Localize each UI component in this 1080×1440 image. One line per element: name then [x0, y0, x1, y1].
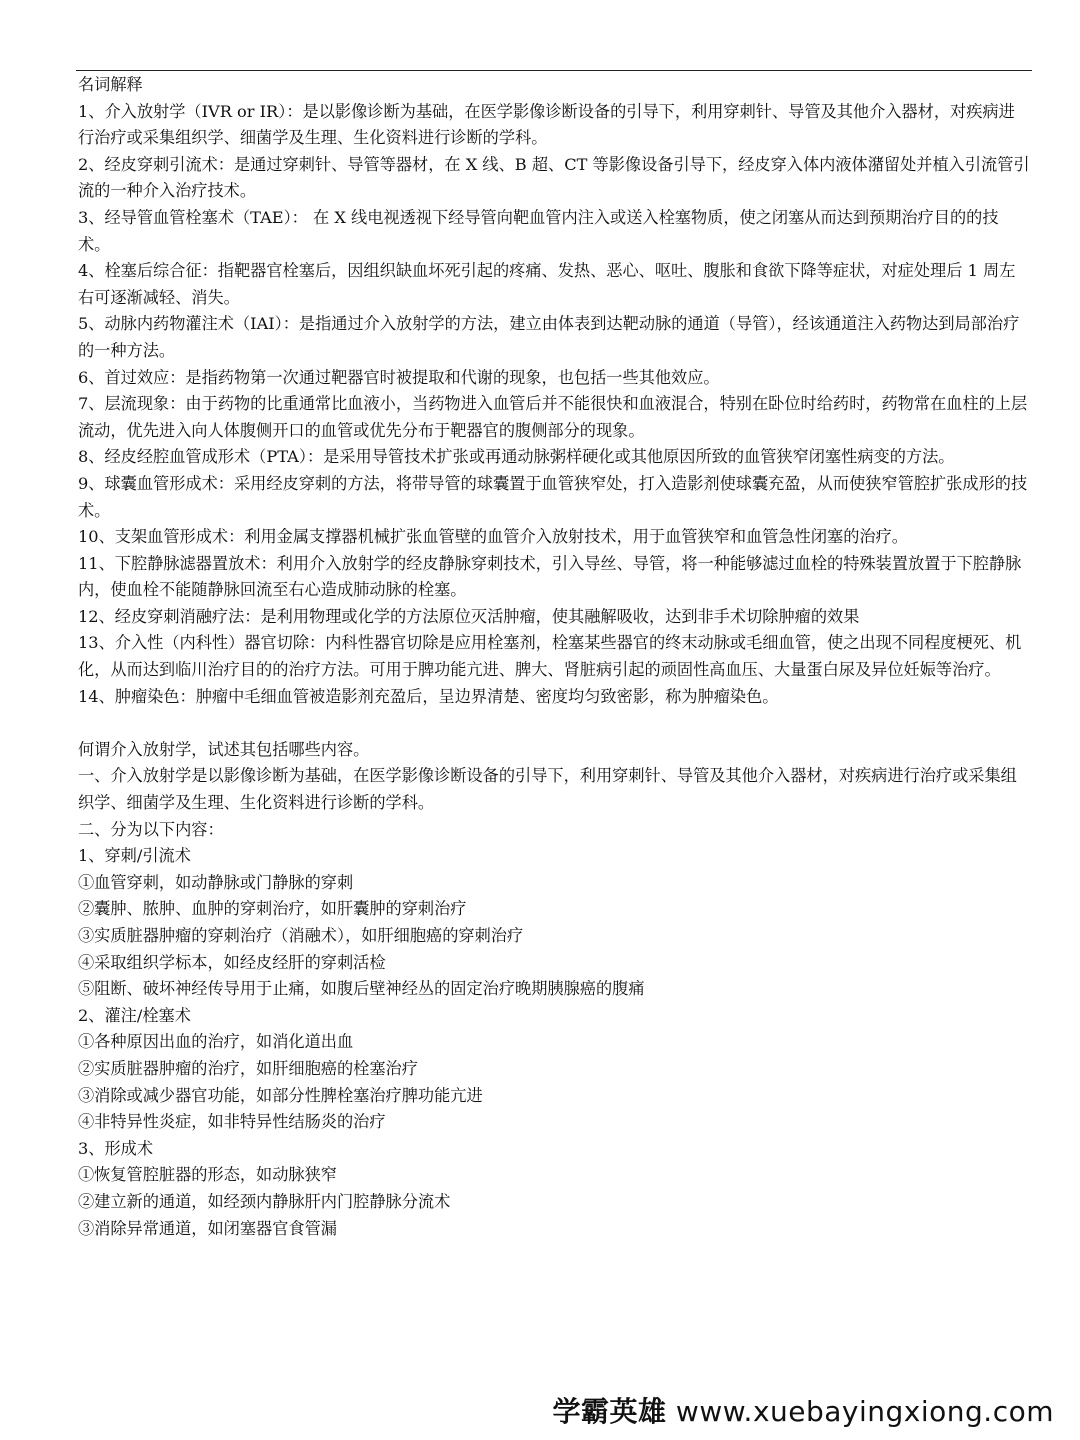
- definition-item: 10、支架血管形成术：利用金属支撑器机械扩张血管壁的血管介入放射技术，用于血管狭窄和血管急性闭塞的治疗。: [78, 527, 908, 547]
- definition-item: 3、经导管血管栓塞术（TAE）： 在 X 线电视透视下经导管向靶血管内注入或送入栓塞物质，使之闭塞从而达到预期治疗目的的技术。: [78, 207, 999, 254]
- brand-url[interactable]: www.xuebayingxiong.com: [675, 1395, 1054, 1428]
- top-rule-divider: [76, 70, 1032, 71]
- brand-name: 学霸英雄: [552, 1395, 667, 1428]
- category-title: 1、穿刺/引流术: [78, 846, 191, 866]
- definition-item: 4、栓塞后综合征：指靶器官栓塞后，因组织缺血坏死引起的疼痛、发热、恶心、呕吐、腹胀和食欲下降等症状，对症处理后 1 周左右可逐渐减轻、消失。: [78, 261, 1016, 307]
- list-item: ③消除或减少器官功能，如部分性脾栓塞治疗脾功能亢进: [78, 1085, 483, 1105]
- list-item: ①各种原因出血的治疗，如消化道出血: [78, 1032, 354, 1052]
- category-title: 2、灌注/栓塞术: [78, 1005, 191, 1025]
- definition-item: 11、下腔静脉滤器置放术：利用介入放射学的经皮静脉穿刺技术，引入导丝、导管，将一种能够滤过血栓的特殊装置放置于下腔静脉内，使血栓不能随静脉回流至右心造成肺动脉的栓塞。: [78, 553, 1022, 600]
- list-item: ①恢复管腔脏器的形态，如动脉狭窄: [78, 1165, 337, 1185]
- answer-paragraph: 二、分为以下内容：: [78, 819, 224, 839]
- footer-brand: [553, 1390, 1055, 1430]
- definition-item: 13、介入性（内科性）器官切除：内科性器官切除是应用栓塞剂，栓塞某些器官的终末动脉或毛细血管，使之出现不同程度梗死、机化，从而达到临川治疗目的的治疗方法。可用于脾功能亢进、脾大、肾脏病引起的顽固性高血压、大量蛋白尿及异位妊娠等治疗。: [78, 633, 1022, 680]
- definition-item: 8、经皮经腔血管成形术（PTA）：是采用导管技术扩张或再通动脉粥样硬化或其他原因所致的血管狭窄闭塞性病变的方法。: [78, 447, 955, 467]
- document-body: [78, 72, 1030, 1242]
- section-heading: 名词解释: [78, 75, 143, 94]
- question-heading: 何谓介入放射学，试述其包括哪些内容。: [78, 739, 370, 759]
- category-title: 3、形成术: [78, 1138, 154, 1158]
- answer-paragraph: 一、介入放射学是以影像诊断为基础，在医学影像诊断设备的引导下，利用穿刺针、导管及其他介入器材，对疾病进行治疗或采集组织学、细菌学及生理、生化资料进行诊断的学科。: [78, 766, 1017, 813]
- list-item: ④非特异性炎症，如非特异性结肠炎的治疗: [78, 1112, 386, 1132]
- list-item: ②建立新的通道，如经颈内静脉肝内门腔静脉分流术: [78, 1191, 451, 1211]
- definition-item: 5、动脉内药物灌注术（IAI）：是指通过介入放射学的方法，建立由体表到达靶动脉的通道（导管），经该通道注入药物达到局部治疗的一种方法。: [78, 314, 1020, 360]
- list-item: ②实质脏器肿瘤的治疗，如肝细胞癌的栓塞治疗: [78, 1058, 418, 1078]
- blank-line: [78, 710, 1030, 737]
- list-item: ③消除异常通道，如闭塞器官食管漏: [78, 1218, 337, 1238]
- list-item: ⑤阻断、破坏神经传导用于止痛，如腹后壁神经丛的固定治疗晚期胰腺癌的腹痛: [78, 979, 645, 999]
- list-item: ③实质脏器肿瘤的穿刺治疗（消融术），如肝细胞癌的穿刺治疗: [78, 926, 524, 945]
- definition-item: 6、首过效应：是指药物第一次通过靶器官时被提取和代谢的现象，也包括一些其他效应。: [78, 367, 720, 387]
- definition-item: 1、介入放射学（IVR or IR）：是以影像诊断为基础，在医学影像诊断设备的引导下，利用穿刺针、导管及其他介入器材，对疾病进行治疗或采集组织学、细菌学及生理、生化资料进行诊断的学科。: [78, 101, 1015, 148]
- definition-item: 2、经皮穿刺引流术：是通过穿刺针、导管等器材，在 X 线、B 超、CT 等影像设备引导下，经皮穿入体内液体潴留处并植入引流管引流的一种介入治疗技术。: [78, 154, 1030, 201]
- list-item: ②囊肿、脓肿、血肿的穿刺治疗，如肝囊肿的穿刺治疗: [78, 899, 467, 919]
- list-item: ④采取组织学标本，如经皮经肝的穿刺活检: [78, 952, 386, 972]
- definition-item: 14、肿瘤染色：肿瘤中毛细血管被造影剂充盈后，呈边界清楚、密度均匀致密影，称为肿瘤染色。: [78, 686, 779, 706]
- definition-item: 7、层流现象：由于药物的比重通常比血液小，当药物进入血管后并不能很快和血液混合，特别在卧位时给药时，药物常在血柱的上层流动，优先进入向人体腹侧开口的血管或优先分布于靶器官的腹侧部分的现象。: [78, 394, 1028, 440]
- definition-item: 12、经皮穿刺消融疗法：是利用物理或化学的方法原位灭活肿瘤，使其融解吸收，达到非手术切除肿瘤的效果: [78, 606, 860, 626]
- definition-item: 9、球囊血管形成术：采用经皮穿刺的方法，将带导管的球囊置于血管狭窄处，打入造影剂使球囊充盈，从而使狭窄管腔扩张成形的技术。: [78, 473, 1028, 520]
- list-item: ①血管穿刺，如动静脉或门静脉的穿刺: [78, 872, 354, 892]
